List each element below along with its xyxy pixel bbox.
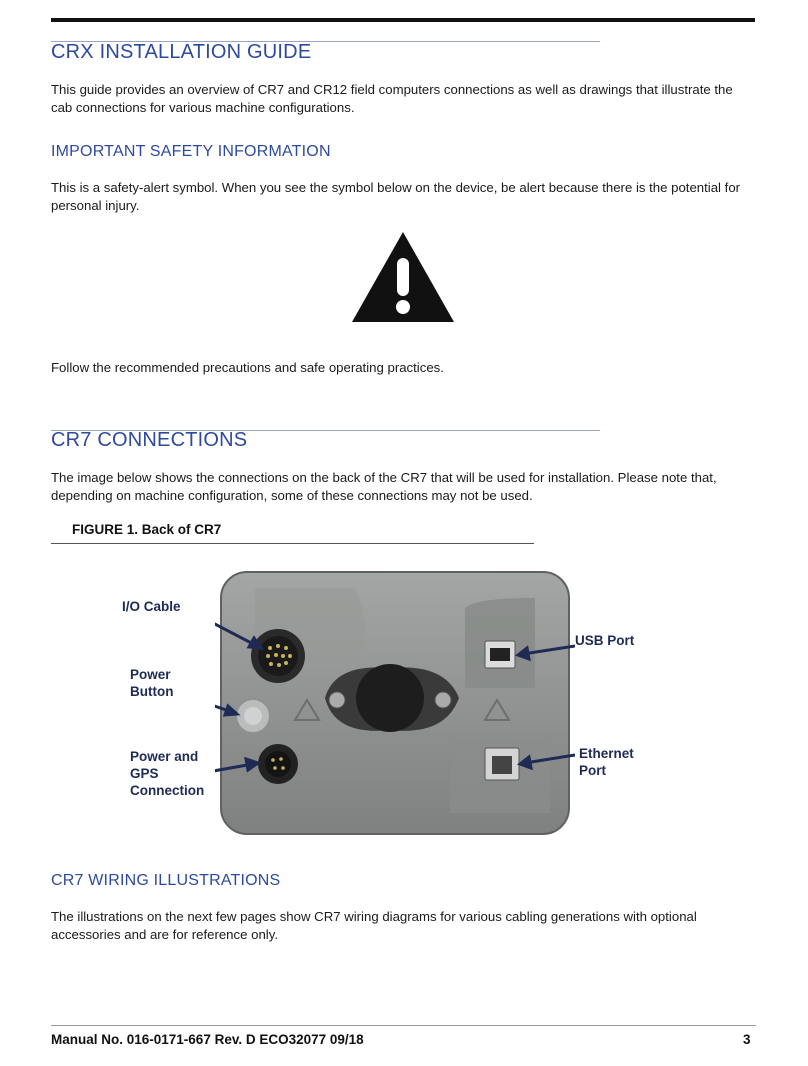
cr7-back-image	[215, 568, 575, 838]
warning-triangle-icon	[350, 230, 456, 324]
safety-follow-text: Follow the recommended precautions and safe operating practices.	[51, 360, 444, 375]
figure-rule	[51, 543, 534, 544]
ethernet-label-line: Ethernet	[579, 746, 634, 761]
section-title-cr7: CR7 CONNECTIONS	[51, 429, 248, 451]
power-button-label-line: Power	[130, 667, 171, 682]
power-gps-label-line: Connection	[130, 783, 205, 798]
cr7-connections-text: The image below shows the connections on the back of the CR7 that will be used for installation. Please note that, depending on machine configuration, some of these connections may not be used.	[51, 470, 717, 503]
power-gps-label	[130, 748, 204, 799]
footer-manual-number: Manual No. 016-0171-667 Rev. D ECO32077 09/18	[51, 1032, 364, 1047]
figure-caption: FIGURE 1. Back of CR7	[72, 522, 222, 537]
crx-intro-text: This guide provides an overview of CR7 and CR12 field computers connections as well as drawings that illustrate the cab connections for various machine configurations.	[51, 82, 733, 115]
power-gps-label-line: GPS	[130, 766, 159, 781]
io-cable-label: I/O Cable	[122, 599, 181, 614]
page-number: 3	[743, 1032, 751, 1047]
section-title-crx: CRX INSTALLATION GUIDE	[51, 41, 312, 63]
power-gps-label-line: Power and	[130, 749, 199, 764]
usb-port-label: USB Port	[575, 633, 635, 648]
top-rule	[51, 18, 755, 22]
wiring-text: The illustrations on the next few pages show CR7 wiring diagrams for various cabling generations with optional accessories and are for reference only.	[51, 909, 697, 942]
power-button-label-line: Button	[130, 684, 174, 699]
safety-text: This is a safety-alert symbol. When you see the symbol below on the device, be alert because there is the potential for personal injury.	[51, 180, 741, 213]
ethernet-port-label	[579, 745, 634, 779]
section-title-safety: IMPORTANT SAFETY INFORMATION	[51, 143, 331, 160]
section-title-wiring: CR7 WIRING ILLUSTRATIONS	[51, 872, 281, 889]
footer-rule	[51, 1025, 756, 1026]
power-button-label	[130, 666, 173, 700]
ethernet-label-line: Port	[579, 763, 606, 778]
